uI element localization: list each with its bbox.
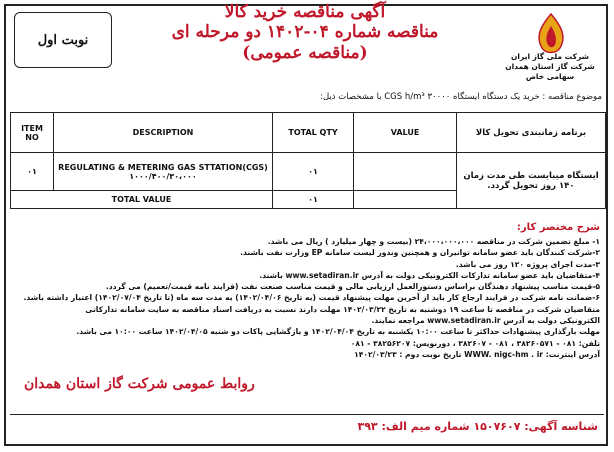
- condition-line: ۵-قیمت مناسب پیشنهاد دهندگان براساس دستورالعمل ارزیابی مالی و قیمت مناسب صنعت نفت (فرایند نامه قیمت/تعمیم) می گردد.: [105, 282, 600, 292]
- header-total-qty: TOTAL QTY: [273, 113, 354, 153]
- condition-line: ۳-مدت اجرای پروژه ۱۲۰ روز می باشد.: [455, 259, 600, 269]
- row-qty: ۰۱: [273, 153, 354, 191]
- publication-badge: نوبت اول: [14, 12, 112, 68]
- company-name: [500, 52, 600, 82]
- condition-line: ۶-ضمانت نامه شرکت در فرایند ارجاع کار باید از آخرین مهلت پیشنهاد قیمت (به تاریخ ۱۴۰۲/۰۴/۰۶) به مدت سه ماه (تا تاریخ ۱۴۰۲/۰۷/۰۴) اعتبار داشته باشد.: [23, 293, 600, 303]
- row-description: [54, 153, 273, 191]
- row-description-line2: ۱۰۰۰/۴۰۰/۳۰،۰۰۰: [129, 171, 197, 181]
- condition-line: مهلت بارگذاری پیشنهادات حداکثر تا ساعت ۱۰:۰۰ یکشنبه به تاریخ ۱۴۰۲/۰۴/۰۴ و بازگشایی پاکات دو شنبه ۱۴۰۲/۰۴/۰۵ ساعت ۱۰:۰۰ می باشد.: [76, 327, 600, 337]
- row-value: [354, 153, 457, 191]
- table-header-row: [11, 113, 606, 153]
- total-value: [354, 191, 457, 209]
- header-description: DESCRIPTION: [54, 113, 273, 153]
- table-row: [11, 153, 606, 191]
- condition-line: ۲-شرکت کنندگان باید عضو سامانه توانیران و همچنین وندور لیست سامانه EP وزارت نفت باشند.: [240, 248, 600, 258]
- tender-subject: موضوع مناقصه : خرید یک دستگاه ایستگاه CGS h/m³ ۳۰۰۰۰ با مشخصات ذیل:: [320, 92, 602, 102]
- ad-title-line1: آگهی مناقصه خرید کالا: [224, 2, 386, 22]
- condition-line: ۱- مبلغ تضمین شرکت در مناقصه ۲۴،۰۰۰،۰۰۰،۰۰۰ (بیست و چهار میلیارد ) ریال می باشد.: [267, 237, 600, 246]
- header-schedule: برنامه زمانبندی تحویل کالا: [457, 113, 606, 153]
- header-value: VALUE: [354, 113, 457, 153]
- conditions-list: [12, 236, 600, 360]
- total-qty: ۰۱: [273, 191, 354, 209]
- row-schedule: ایستگاه میبایست طی مدت زمان ۱۴۰ روز تحویل گردد.: [457, 153, 606, 209]
- footer-divider: [10, 414, 604, 415]
- row-item-no: ۰۱: [11, 153, 54, 191]
- ad-title-line2: مناقصه شماره ۰۴-۱۴۰۲ دو مرحله ای: [171, 22, 439, 42]
- company-name-line3: سهامی خاص: [525, 72, 575, 81]
- company-name-line2: شرکت گاز استان همدان: [505, 62, 595, 71]
- condition-line: الکترونیکی دولت به آدرس www.setadiran.ir مراجعه نمایند.: [371, 316, 600, 326]
- row-description-line1: REGULATING & METERING GAS STTATION(CGS): [58, 162, 268, 172]
- company-name-line1: شرکت ملی گاز ایران: [511, 52, 589, 61]
- ad-identifier: شناسه آگهی: ۱۵۰۷۶۰۷ شماره میم الف: ۳۹۳: [357, 420, 598, 433]
- condition-line: آدرس اینترنت: WWW. nigc-hm . ir تاریخ نوبت دوم : ۱۴۰۲/۰۳/۲۳: [354, 349, 600, 359]
- section-title: شرح مختصر کار:: [516, 222, 600, 233]
- total-value-label: TOTAL VALUE: [11, 191, 273, 209]
- items-table: [10, 112, 606, 209]
- condition-line: متقاضیان شرکت در مناقصه تا ساعت ۱۹ دوشنبه به تاریخ ۱۴۰۲/۰۳/۲۲ مهلت دارند نسبت به دریافت اسناد مناقصه به سایت سامانه تدارکاتی: [85, 304, 600, 314]
- ad-title-line3: (مناقصه عمومی): [242, 43, 368, 63]
- condition-line: تلفن: ۰۸۱ - ۳۸۲۶۰۵۷۱ ، ۰۸۱ - ۳۸۲۶۰۷ ، دورنویس: ۳۸۲۵۶۲۰۷ - ۰۸۱: [350, 338, 600, 348]
- condition-line: ۴-متقاضیان باید عضو سامانه تدارکات الکترونیکی دولت به آدرس www.setadiran.ir باشند.: [259, 270, 600, 280]
- public-relations-title: روابط عمومی شرکت گاز استان همدان: [24, 376, 255, 392]
- header-item-no: ITEM NO: [11, 113, 54, 153]
